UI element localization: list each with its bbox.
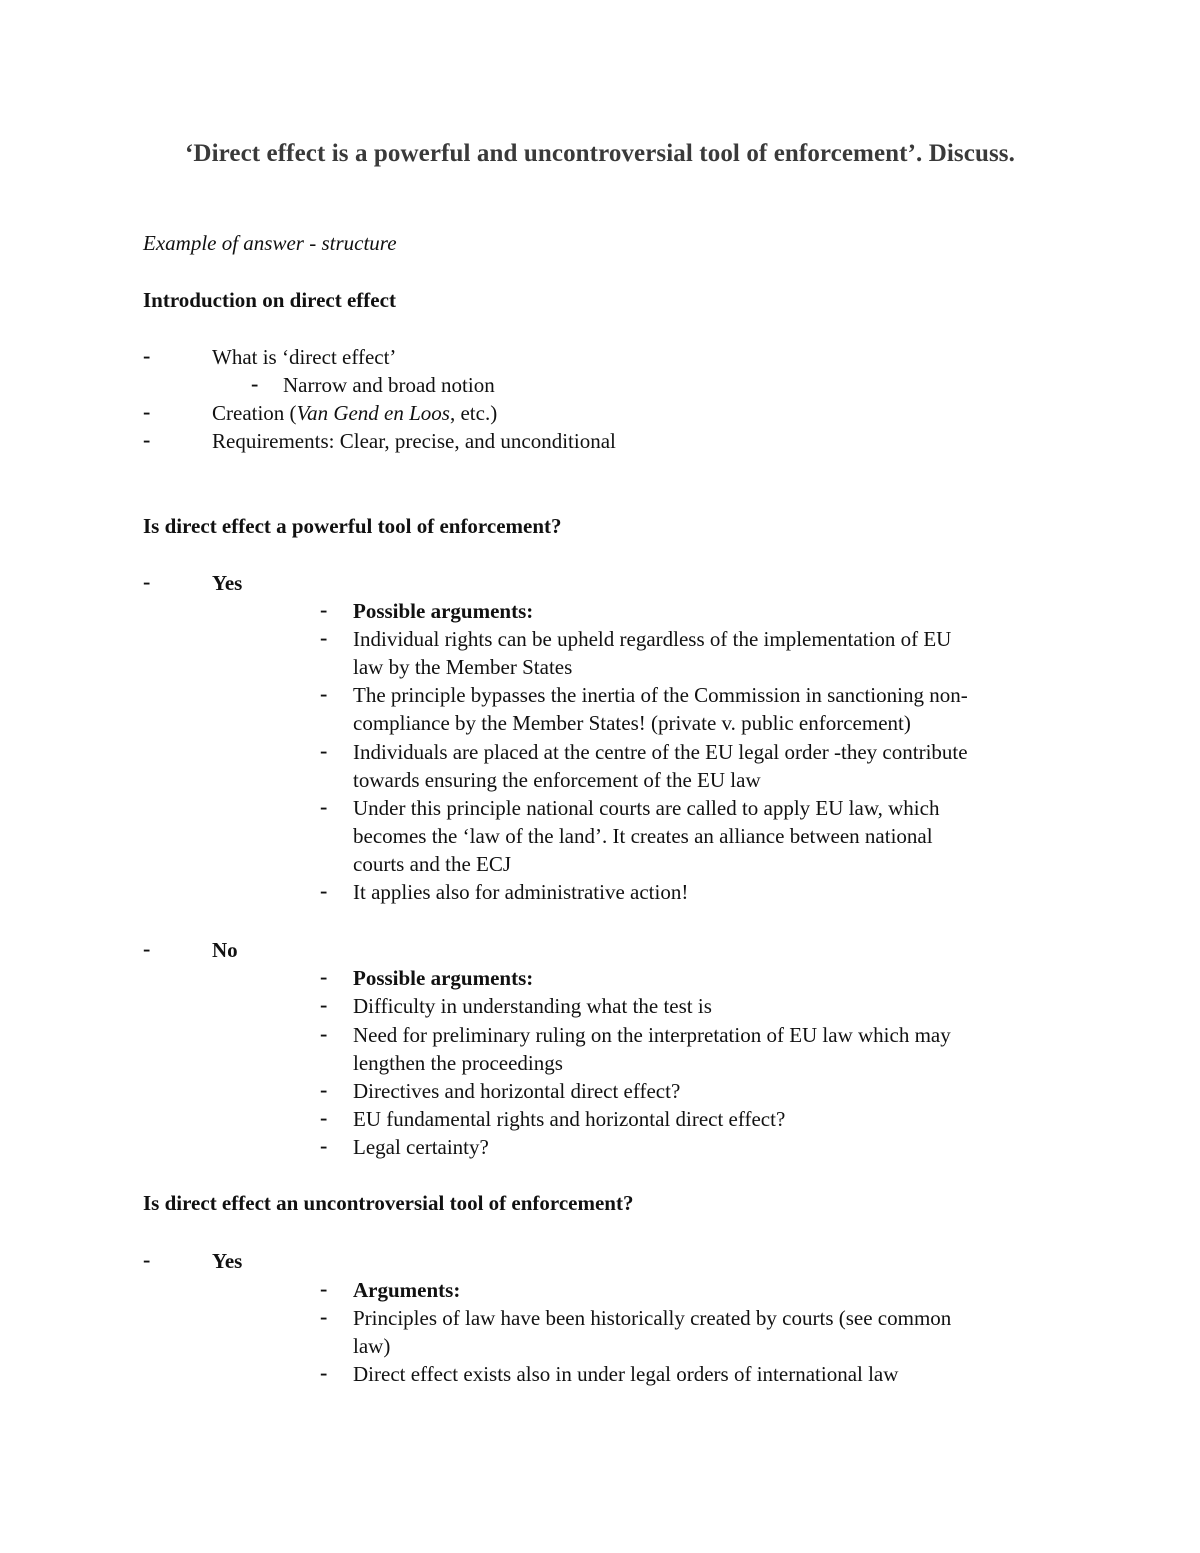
list-item-continuation: courts and the ECJ	[353, 852, 512, 876]
list-item: Narrow and broad notion	[283, 373, 495, 397]
arguments-label: Possible arguments:	[353, 966, 534, 990]
list-item: What is ‘direct effect’	[212, 345, 397, 369]
list-item: Direct effect exists also in under legal orders of international law	[353, 1362, 899, 1386]
bullet-dash: -	[143, 936, 151, 961]
bullet-dash: -	[143, 399, 151, 424]
page-title: ‘Direct effect is a powerful and uncontroversial tool of enforcement’. Discuss.	[185, 140, 1015, 167]
list-item: Individuals are placed at the centre of the EU legal order -they contribute	[353, 740, 968, 764]
list-item: EU fundamental rights and horizontal direct effect?	[353, 1107, 786, 1131]
section-heading-uncontroversial: Is direct effect an uncontroversial tool of enforcement?	[143, 1191, 634, 1215]
bullet-dash: -	[320, 681, 328, 706]
list-item-text: , etc.)	[449, 401, 498, 425]
arguments-label: Arguments:	[353, 1278, 461, 1302]
list-item: Need for preliminary ruling on the interpretation of EU law which may	[353, 1023, 951, 1047]
bullet-dash: -	[143, 569, 151, 594]
list-item: Under this principle national courts are called to apply EU law, which	[353, 796, 940, 820]
bullet-dash: -	[320, 992, 328, 1017]
bullet-dash: -	[320, 1021, 328, 1046]
option-no-label: No	[212, 938, 238, 962]
list-item: Directives and horizontal direct effect?	[353, 1079, 681, 1103]
bullet-dash: -	[320, 738, 328, 763]
bullet-dash: -	[320, 1360, 328, 1385]
bullet-dash: -	[143, 343, 151, 368]
list-item-continuation: towards ensuring the enforcement of the EU law	[353, 768, 761, 792]
bullet-dash: -	[251, 371, 259, 396]
list-item: The principle bypasses the inertia of the Commission in sanctioning non-	[353, 683, 968, 707]
bullet-dash: -	[320, 1077, 328, 1102]
list-item-continuation: becomes the ‘law of the land’. It creates an alliance between national	[353, 824, 933, 848]
list-item-continuation: law)	[353, 1334, 391, 1358]
list-item-continuation: law by the Member States	[353, 655, 573, 679]
list-item	[212, 399, 497, 427]
case-name: Van Gend en Loos	[296, 401, 450, 425]
list-item: Individual rights can be upheld regardless of the implementation of EU	[353, 627, 952, 651]
bullet-dash: -	[320, 878, 328, 903]
option-yes-label: Yes	[212, 571, 243, 595]
section-heading-powerful: Is direct effect a powerful tool of enforcement?	[143, 514, 562, 538]
list-item: It applies also for administrative action!	[353, 880, 689, 904]
bullet-dash: -	[320, 1105, 328, 1130]
section-heading-intro: Introduction on direct effect	[143, 288, 396, 312]
option-yes-label: Yes	[212, 1249, 243, 1273]
bullet-dash: -	[320, 625, 328, 650]
list-item: Difficulty in understanding what the test is	[353, 994, 712, 1018]
bullet-dash: -	[320, 1276, 328, 1301]
bullet-dash: -	[320, 1133, 328, 1158]
list-item: Legal certainty?	[353, 1135, 489, 1159]
list-item-continuation: lengthen the proceedings	[353, 1051, 563, 1075]
list-item-continuation: compliance by the Member States! (private v. public enforcement)	[353, 711, 911, 735]
subtitle: Example of answer - structure	[143, 231, 397, 255]
list-item: Requirements: Clear, precise, and unconditional	[212, 429, 616, 453]
bullet-dash: -	[320, 1304, 328, 1329]
bullet-dash: -	[143, 427, 151, 452]
bullet-dash: -	[320, 794, 328, 819]
arguments-label: Possible arguments:	[353, 599, 534, 623]
bullet-dash: -	[320, 964, 328, 989]
bullet-dash: -	[320, 597, 328, 622]
list-item-text: Creation (	[212, 401, 297, 425]
bullet-dash: -	[143, 1247, 151, 1272]
list-item: Principles of law have been historically created by courts (see common	[353, 1306, 952, 1330]
